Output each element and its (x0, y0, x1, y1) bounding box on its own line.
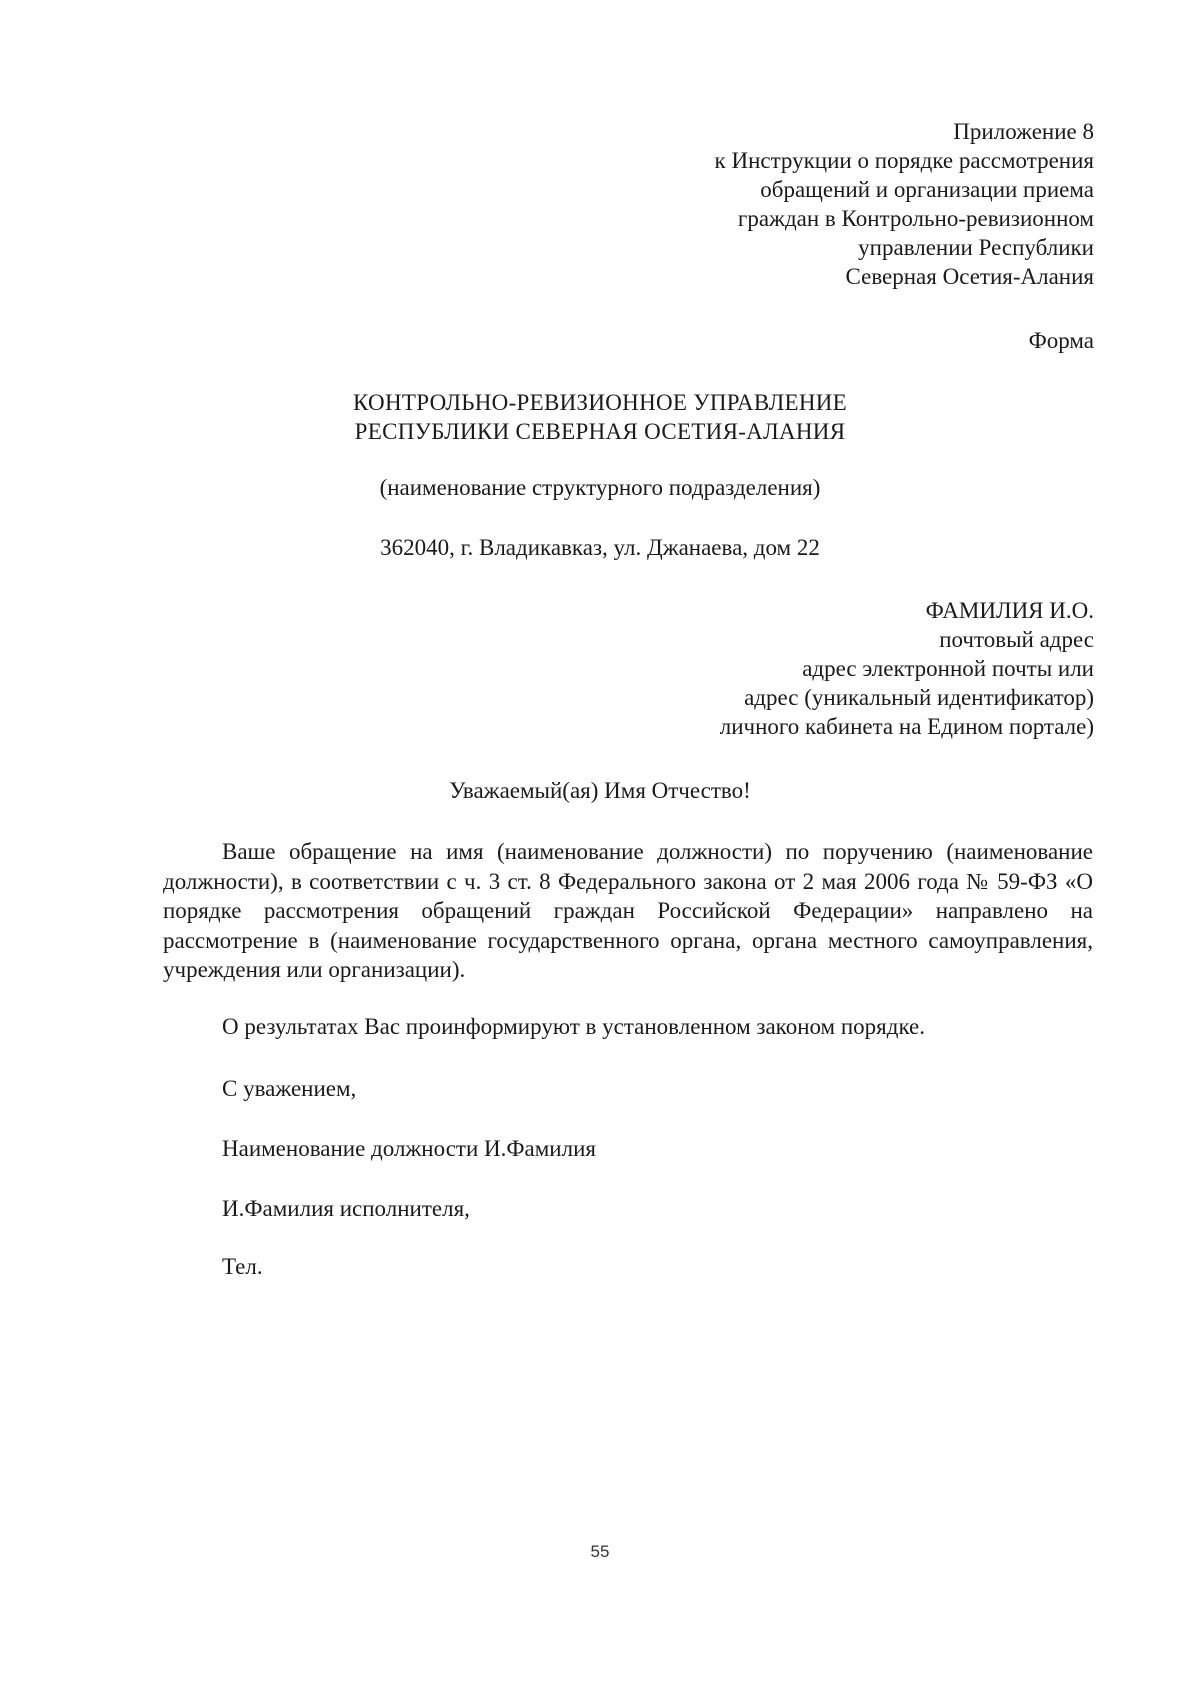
subdivision-placeholder: (наименование структурного подразделения) (379, 475, 821, 500)
recipient-block (720, 596, 1094, 741)
recipient-line: адрес (уникальный идентификатор) (744, 685, 1094, 710)
recipient-line: почтовый адрес (939, 627, 1094, 652)
annex-line: к Инструкции о порядке рассмотрения (714, 148, 1094, 173)
organization-name (0, 388, 1200, 446)
form-label: Форма (1028, 328, 1094, 353)
phone-line: Тел. (222, 1254, 263, 1279)
executor-line: И.Фамилия исполнителя, (222, 1196, 470, 1221)
annex-line: Северная Осетия-Алания (845, 264, 1094, 289)
annex-line: граждан в Контрольно-ревизионном (737, 206, 1094, 231)
greeting: Уважаемый(ая) Имя Отчество! (449, 778, 751, 803)
recipient-line: ФАМИЛИЯ И.О. (925, 598, 1094, 623)
organization-address: 362040, г. Владикавказ, ул. Джанаева, дом 22 (380, 535, 820, 560)
recipient-line: адрес электронной почты или (802, 656, 1094, 681)
recipient-line: личного кабинета на Едином портале) (719, 714, 1094, 739)
annex-line: управлении Республики (858, 235, 1094, 260)
annex-line: обращений и организации приема (760, 177, 1094, 202)
closing-regards: С уважением, (222, 1076, 357, 1101)
signature-line: Наименование должности И.Фамилия (222, 1136, 596, 1161)
annex-header (715, 117, 1094, 291)
result-notice: О результатах Вас проинформируют в установленном законом порядке. (222, 1014, 926, 1039)
organization-line: РЕСПУБЛИКИ СЕВЕРНАЯ ОСЕТИЯ-АЛАНИЯ (354, 419, 846, 444)
annex-line: Приложение 8 (953, 119, 1094, 144)
body-paragraph: Ваше обращение на имя (наименование должности) по поручению (наименование должности), в соответствии с ч. 3 ст. 8 Федерального закона от 2 мая 2006 года № 59-ФЗ «О порядке рассмотрения обращений граждан Российской Федерации» направлено на рассмотрение в (наименование государственного органа, органа местного самоуправления, учреждения или организации). (163, 839, 1093, 982)
page-number: 55 (590, 1542, 610, 1561)
organization-line: КОНТРОЛЬНО-РЕВИЗИОННОЕ УПРАВЛЕНИЕ (352, 390, 848, 415)
